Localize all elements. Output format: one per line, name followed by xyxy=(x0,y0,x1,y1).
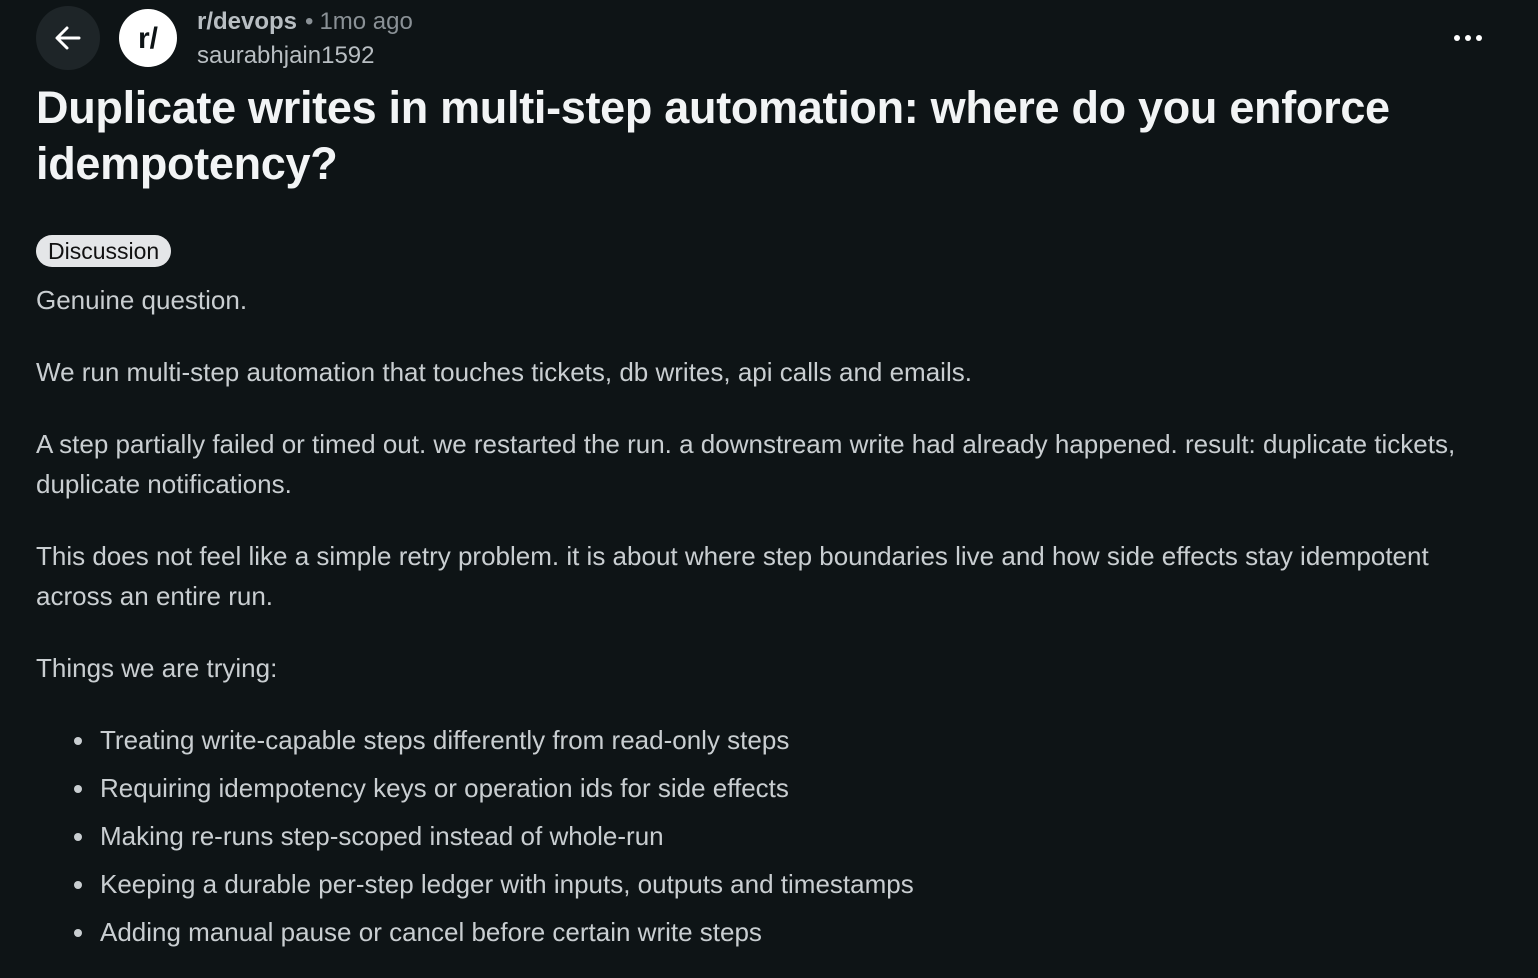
more-options-button[interactable] xyxy=(1446,18,1490,58)
post-title: Duplicate writes in multi-step automation: where do you enforce idempotency? xyxy=(36,82,1390,189)
body-paragraph: Genuine question. xyxy=(36,285,248,315)
body-paragraph: This does not feel like a simple retry problem. it is about where step boundaries live and how side effects stay idempotent across an entire run. xyxy=(36,541,1429,611)
post-time: 1mo ago xyxy=(319,8,413,35)
list-item: Keeping a durable per-step ledger with inputs, outputs and timestamps xyxy=(36,864,914,912)
body-paragraph: A step partially failed or timed out. we restarted the run. a downstream write had already happened. result: duplicate tickets, duplicate notifications. xyxy=(36,429,1456,499)
author-link[interactable]: saurabhjain1592 xyxy=(197,42,375,69)
list-item: Adding manual pause or cancel before certain write steps xyxy=(36,912,914,960)
post-meta xyxy=(197,6,413,72)
post-flair[interactable]: Discussion xyxy=(36,235,171,267)
subreddit-logo-icon xyxy=(119,9,177,67)
subreddit-avatar[interactable] xyxy=(119,9,177,67)
meta-line xyxy=(197,6,413,38)
body-paragraph: We run multi-step automation that touches tickets, db writes, api calls and emails. xyxy=(36,357,972,387)
list-item: Requiring idempotency keys or operation ids for side effects xyxy=(36,768,914,816)
list-item: Treating write-capable steps differently from read-only steps xyxy=(36,720,914,768)
avatar-text: r/ xyxy=(137,22,159,55)
more-horizontal-icon xyxy=(1453,34,1483,42)
back-button[interactable] xyxy=(36,6,100,70)
arrow-left-icon xyxy=(52,22,84,54)
list-item: Making re-runs step-scoped instead of whole-run xyxy=(36,816,914,864)
meta-separator: • xyxy=(305,8,314,35)
bullet-list xyxy=(36,720,914,960)
subreddit-link[interactable]: r/devops xyxy=(197,8,298,35)
body-paragraph: Things we are trying: xyxy=(36,653,278,683)
